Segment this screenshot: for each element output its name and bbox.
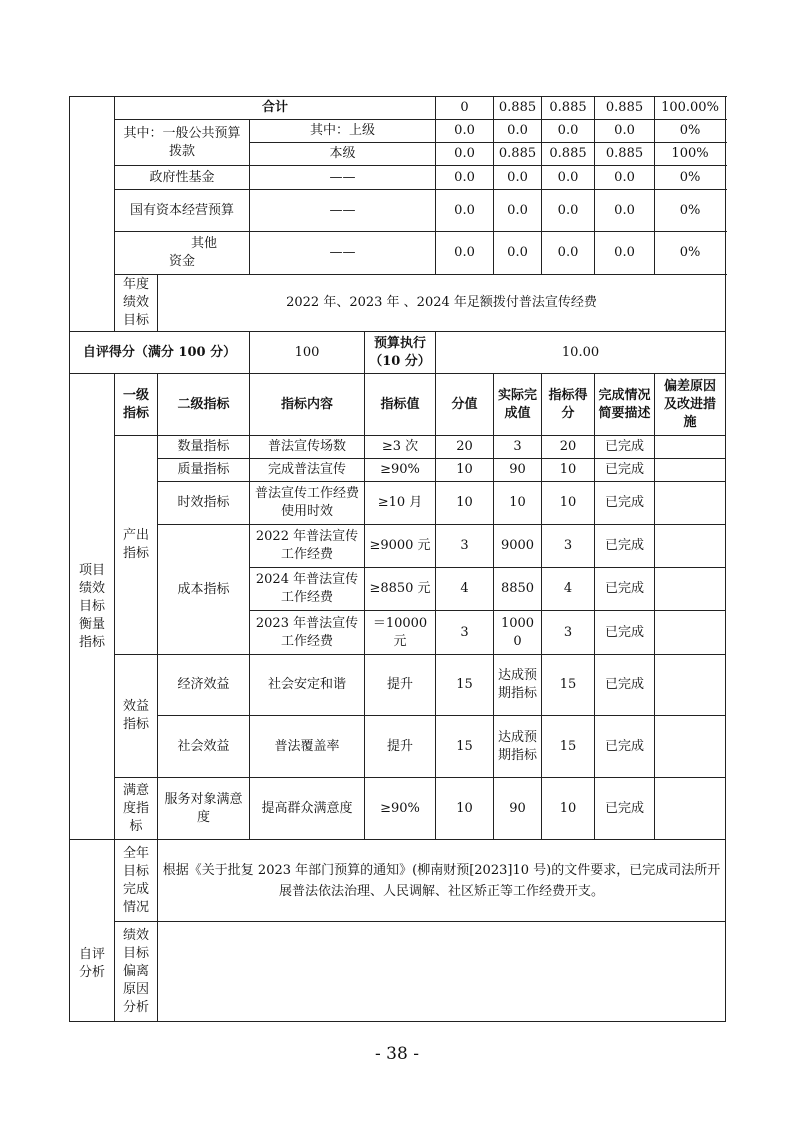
indicator-deviation	[655, 655, 726, 716]
indicator-status: 已完成	[595, 525, 655, 568]
indicator-header-row	[70, 374, 726, 436]
indicator-deviation	[655, 716, 726, 778]
indicator-actual: 10000	[494, 611, 542, 655]
indicator-content: 2023 年普法宣传工作经费	[250, 611, 365, 655]
budget-local-v2: 0.885	[494, 143, 542, 166]
indicator-row	[70, 482, 726, 525]
indicator-status: 已完成	[595, 436, 655, 459]
indicator-actual: 8850	[494, 568, 542, 611]
indicator-row	[70, 436, 726, 459]
page-number: - 38 -	[375, 1044, 419, 1064]
indicator-content: 普法宣传工作经费使用时效	[250, 482, 365, 525]
indicator-target: ≥90%	[365, 778, 436, 840]
state-capital-v3: 0.0	[542, 190, 595, 232]
budget-upper-v1: 0.0	[436, 120, 494, 143]
indicator-content: 普法覆盖率	[250, 716, 365, 778]
indicator-content: 普法宣传场数	[250, 436, 365, 459]
indicator-l2: 质量指标	[158, 459, 250, 482]
general-budget-label: 其中：一般公共预算拨款	[115, 120, 250, 166]
satisfaction-indicator-label: 满意度指标	[115, 778, 158, 840]
indicator-actual: 3	[494, 436, 542, 459]
gov-fund-v2: 0.0	[494, 166, 542, 190]
other-fund-v1: 0.0	[436, 232, 494, 275]
indicator-target: ＝10000 元	[365, 611, 436, 655]
budget-exec-value: 10.00	[436, 332, 726, 374]
score-row	[70, 332, 726, 374]
indicator-l2: 经济效益	[158, 655, 250, 716]
other-fund-v4: 0.0	[595, 232, 655, 275]
annual-goal-text: 2022 年、2023 年 、2024 年足额拨付普法宣传经费	[158, 275, 726, 332]
indicator-points: 10	[436, 459, 494, 482]
state-capital-v4: 0.0	[595, 190, 655, 232]
state-capital-label: 国有资本经营预算	[115, 190, 250, 232]
header-deviation: 偏差原因及改进措施	[655, 374, 726, 436]
indicator-points: 3	[436, 611, 494, 655]
indicator-l2: 成本指标	[158, 525, 250, 655]
indicator-status: 已完成	[595, 568, 655, 611]
budget-govfund-row	[70, 166, 726, 190]
score-label: 自评得分（满分 100 分）	[70, 332, 250, 374]
indicator-row	[70, 655, 726, 716]
completion-label: 全年目标完成情况	[115, 840, 158, 922]
budget-upper-v3: 0.0	[542, 120, 595, 143]
budget-upper-rate: 0%	[655, 120, 726, 143]
gov-fund-label: 政府性基金	[115, 166, 250, 190]
indicator-actual: 90	[494, 778, 542, 840]
budget-local-v4: 0.885	[595, 143, 655, 166]
indicator-target: ≥3 次	[365, 436, 436, 459]
indicator-row	[70, 525, 726, 568]
indicator-score: 15	[542, 716, 595, 778]
indicator-l2: 时效指标	[158, 482, 250, 525]
indicator-actual: 达成预期指标	[494, 655, 542, 716]
indicator-points: 15	[436, 655, 494, 716]
indicator-target: ≥8850 元	[365, 568, 436, 611]
indicator-content: 提高群众满意度	[250, 778, 365, 840]
indicator-score: 10	[542, 482, 595, 525]
gov-fund-v1: 0.0	[436, 166, 494, 190]
completion-text: 根据《关于批复 2023 年部门预算的通知》(柳南财预[2023]10 号)的文件要求，已完成司法所开展普法依法治理、人民调解、社区矫正等工作经费开支。	[158, 840, 726, 922]
budget-total-rate: 100.00%	[655, 97, 726, 120]
annual-goal-label: 年度绩效目标	[115, 275, 158, 332]
other-fund-v2: 0.0	[494, 232, 542, 275]
indicator-points: 15	[436, 716, 494, 778]
indicator-score: 20	[542, 436, 595, 459]
indicator-deviation	[655, 611, 726, 655]
budget-local-v1: 0.0	[436, 143, 494, 166]
indicator-row	[70, 716, 726, 778]
budget-total-label: 合计	[115, 97, 436, 120]
budget-other-row	[70, 232, 726, 275]
budget-upper-row	[70, 120, 726, 143]
indicator-deviation	[655, 459, 726, 482]
other-fund-rate: 0%	[655, 232, 726, 275]
budget-upper-label: 其中：上级	[250, 120, 436, 143]
header-actual: 实际完成值	[494, 374, 542, 436]
indicator-points: 20	[436, 436, 494, 459]
indicator-row	[70, 778, 726, 840]
indicator-points: 10	[436, 482, 494, 525]
benefit-indicator-label: 效益指标	[115, 655, 158, 778]
gov-fund-dash: ——	[250, 166, 436, 190]
budget-total-row	[70, 97, 726, 120]
performance-table	[69, 96, 726, 1022]
gov-fund-v4: 0.0	[595, 166, 655, 190]
indicator-status: 已完成	[595, 611, 655, 655]
indicator-status: 已完成	[595, 716, 655, 778]
indicator-deviation	[655, 525, 726, 568]
indicator-points: 3	[436, 525, 494, 568]
deviation-text	[158, 922, 726, 1022]
self-eval-deviation-row	[70, 922, 726, 1022]
indicator-actual: 9000	[494, 525, 542, 568]
header-score: 指标得分	[542, 374, 595, 436]
indicator-content: 完成普法宣传	[250, 459, 365, 482]
indicator-score: 10	[542, 778, 595, 840]
indicator-content: 2024 年普法宣传工作经费	[250, 568, 365, 611]
budget-local-rate: 100%	[655, 143, 726, 166]
header-level2: 二级指标	[158, 374, 250, 436]
budget-total-v3: 0.885	[542, 97, 595, 120]
indicator-actual: 10	[494, 482, 542, 525]
budget-upper-v4: 0.0	[595, 120, 655, 143]
indicator-deviation	[655, 482, 726, 525]
budget-state-capital-row	[70, 190, 726, 232]
header-target: 指标值	[365, 374, 436, 436]
indicator-score: 15	[542, 655, 595, 716]
other-fund-v3: 0.0	[542, 232, 595, 275]
self-eval-label: 自评分析	[70, 840, 115, 1022]
other-fund-dash: ——	[250, 232, 436, 275]
indicator-score: 3	[542, 525, 595, 568]
indicator-section-label: 项目绩效目标衡量指标	[70, 374, 115, 840]
self-eval-completion-row	[70, 840, 726, 922]
indicator-status: 已完成	[595, 655, 655, 716]
budget-local-label: 本级	[250, 143, 436, 166]
output-indicator-label: 产出指标	[115, 436, 158, 655]
indicator-target: ≥90%	[365, 459, 436, 482]
other-fund-label-a: 其他	[190, 236, 217, 251]
indicator-actual: 90	[494, 459, 542, 482]
state-capital-dash: ——	[250, 190, 436, 232]
indicator-deviation	[655, 778, 726, 840]
indicator-target: ≥10 月	[365, 482, 436, 525]
header-status: 完成情况简要描述	[595, 374, 655, 436]
indicator-target: 提升	[365, 716, 436, 778]
indicator-points: 4	[436, 568, 494, 611]
state-capital-v2: 0.0	[494, 190, 542, 232]
indicator-deviation	[655, 568, 726, 611]
budget-upper-v2: 0.0	[494, 120, 542, 143]
budget-label-cell	[70, 97, 115, 332]
indicator-status: 已完成	[595, 459, 655, 482]
indicator-l2: 社会效益	[158, 716, 250, 778]
gov-fund-v3: 0.0	[542, 166, 595, 190]
indicator-points: 10	[436, 778, 494, 840]
state-capital-rate: 0%	[655, 190, 726, 232]
indicator-row	[70, 459, 726, 482]
header-level1: 一级指标	[115, 374, 158, 436]
indicator-status: 已完成	[595, 778, 655, 840]
deviation-label: 绩效目标偏离原因分析	[115, 922, 158, 1022]
annual-goal-row	[70, 275, 726, 332]
header-content: 指标内容	[250, 374, 365, 436]
indicator-score: 4	[542, 568, 595, 611]
indicator-deviation	[655, 436, 726, 459]
score-value: 100	[250, 332, 365, 374]
indicator-score: 10	[542, 459, 595, 482]
indicator-content: 社会安定和谐	[250, 655, 365, 716]
budget-total-v2: 0.885	[494, 97, 542, 120]
other-fund-label-b: 资金	[168, 254, 195, 269]
budget-local-v3: 0.885	[542, 143, 595, 166]
indicator-status: 已完成	[595, 482, 655, 525]
indicator-actual: 达成预期指标	[494, 716, 542, 778]
budget-total-v4: 0.885	[595, 97, 655, 120]
indicator-score: 3	[542, 611, 595, 655]
other-fund-label	[115, 232, 250, 275]
indicator-content: 2022 年普法宣传工作经费	[250, 525, 365, 568]
indicator-l2: 数量指标	[158, 436, 250, 459]
budget-total-v1: 0	[436, 97, 494, 120]
budget-exec-label: 预算执行（10 分）	[365, 332, 436, 374]
gov-fund-rate: 0%	[655, 166, 726, 190]
header-points: 分值	[436, 374, 494, 436]
indicator-l2: 服务对象满意度	[158, 778, 250, 840]
indicator-target: 提升	[365, 655, 436, 716]
state-capital-v1: 0.0	[436, 190, 494, 232]
indicator-target: ≥9000 元	[365, 525, 436, 568]
